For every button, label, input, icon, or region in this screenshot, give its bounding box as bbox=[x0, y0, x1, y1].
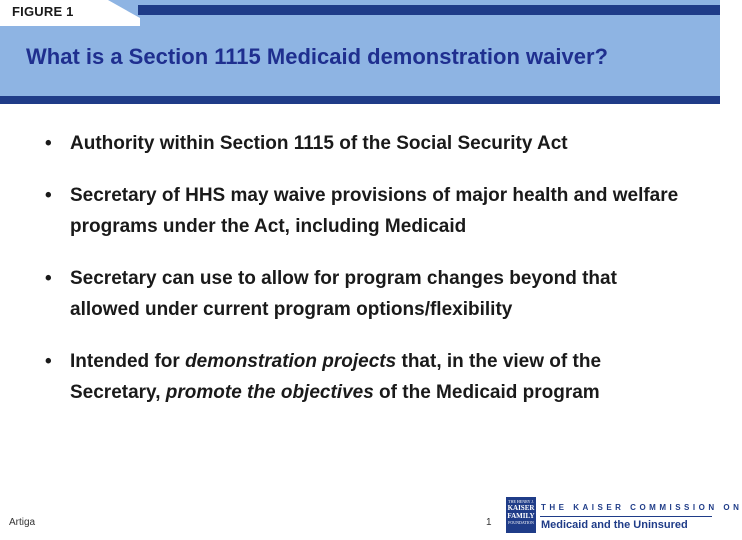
bullet-item bbox=[40, 346, 690, 408]
bullet-item bbox=[40, 263, 690, 325]
header-top-bar bbox=[138, 0, 720, 22]
logo-commission-text: THE KAISER COMMISSION ON bbox=[541, 503, 742, 512]
bullet-text-part: that, in the view of the Secretary, bbox=[70, 351, 602, 403]
emphasis-promote-objectives: promote the objectives bbox=[165, 382, 374, 403]
emphasis-demonstration-projects: demonstration projects bbox=[185, 351, 397, 372]
bullet-text: Secretary can use to allow for program changes beyond that allowed under current program options/flexibility bbox=[70, 268, 617, 320]
logo-divider bbox=[540, 516, 712, 517]
logo-program-text: Medicaid and the Uninsured bbox=[541, 519, 688, 531]
slide-title: What is a Section 1115 Medicaid demonstration waiver? bbox=[26, 44, 608, 69]
logo-mark-line: FAMILY bbox=[507, 512, 535, 520]
header-stripe bbox=[0, 96, 720, 104]
logo-mark-line: KAISER bbox=[507, 504, 535, 512]
bullet-item bbox=[40, 128, 690, 159]
footer-author: Artiga bbox=[9, 517, 36, 528]
logo-mark-line: FOUNDATION bbox=[508, 520, 534, 525]
kff-logo-mark bbox=[506, 497, 536, 533]
bullet-marker: • bbox=[45, 185, 52, 206]
page-number: 1 bbox=[486, 517, 492, 528]
bullet-item bbox=[40, 180, 690, 242]
bullet-marker: • bbox=[45, 268, 52, 289]
bullet-text-part: of the Medicaid program bbox=[373, 382, 600, 403]
bullet-marker: • bbox=[45, 133, 52, 154]
figure-label: FIGURE 1 bbox=[12, 4, 74, 19]
bullet-text-part: Intended for bbox=[70, 351, 186, 372]
bullet-marker: • bbox=[45, 351, 52, 372]
bullet-text: Secretary of HHS may waive provisions of major health and welfare programs under the Act, including Medicaid bbox=[70, 185, 679, 237]
bullet-text: Authority within Section 1115 of the Social Security Act bbox=[70, 133, 568, 154]
bullet-list bbox=[40, 128, 690, 429]
logo-mark-line: THE HENRY J. bbox=[508, 499, 534, 504]
